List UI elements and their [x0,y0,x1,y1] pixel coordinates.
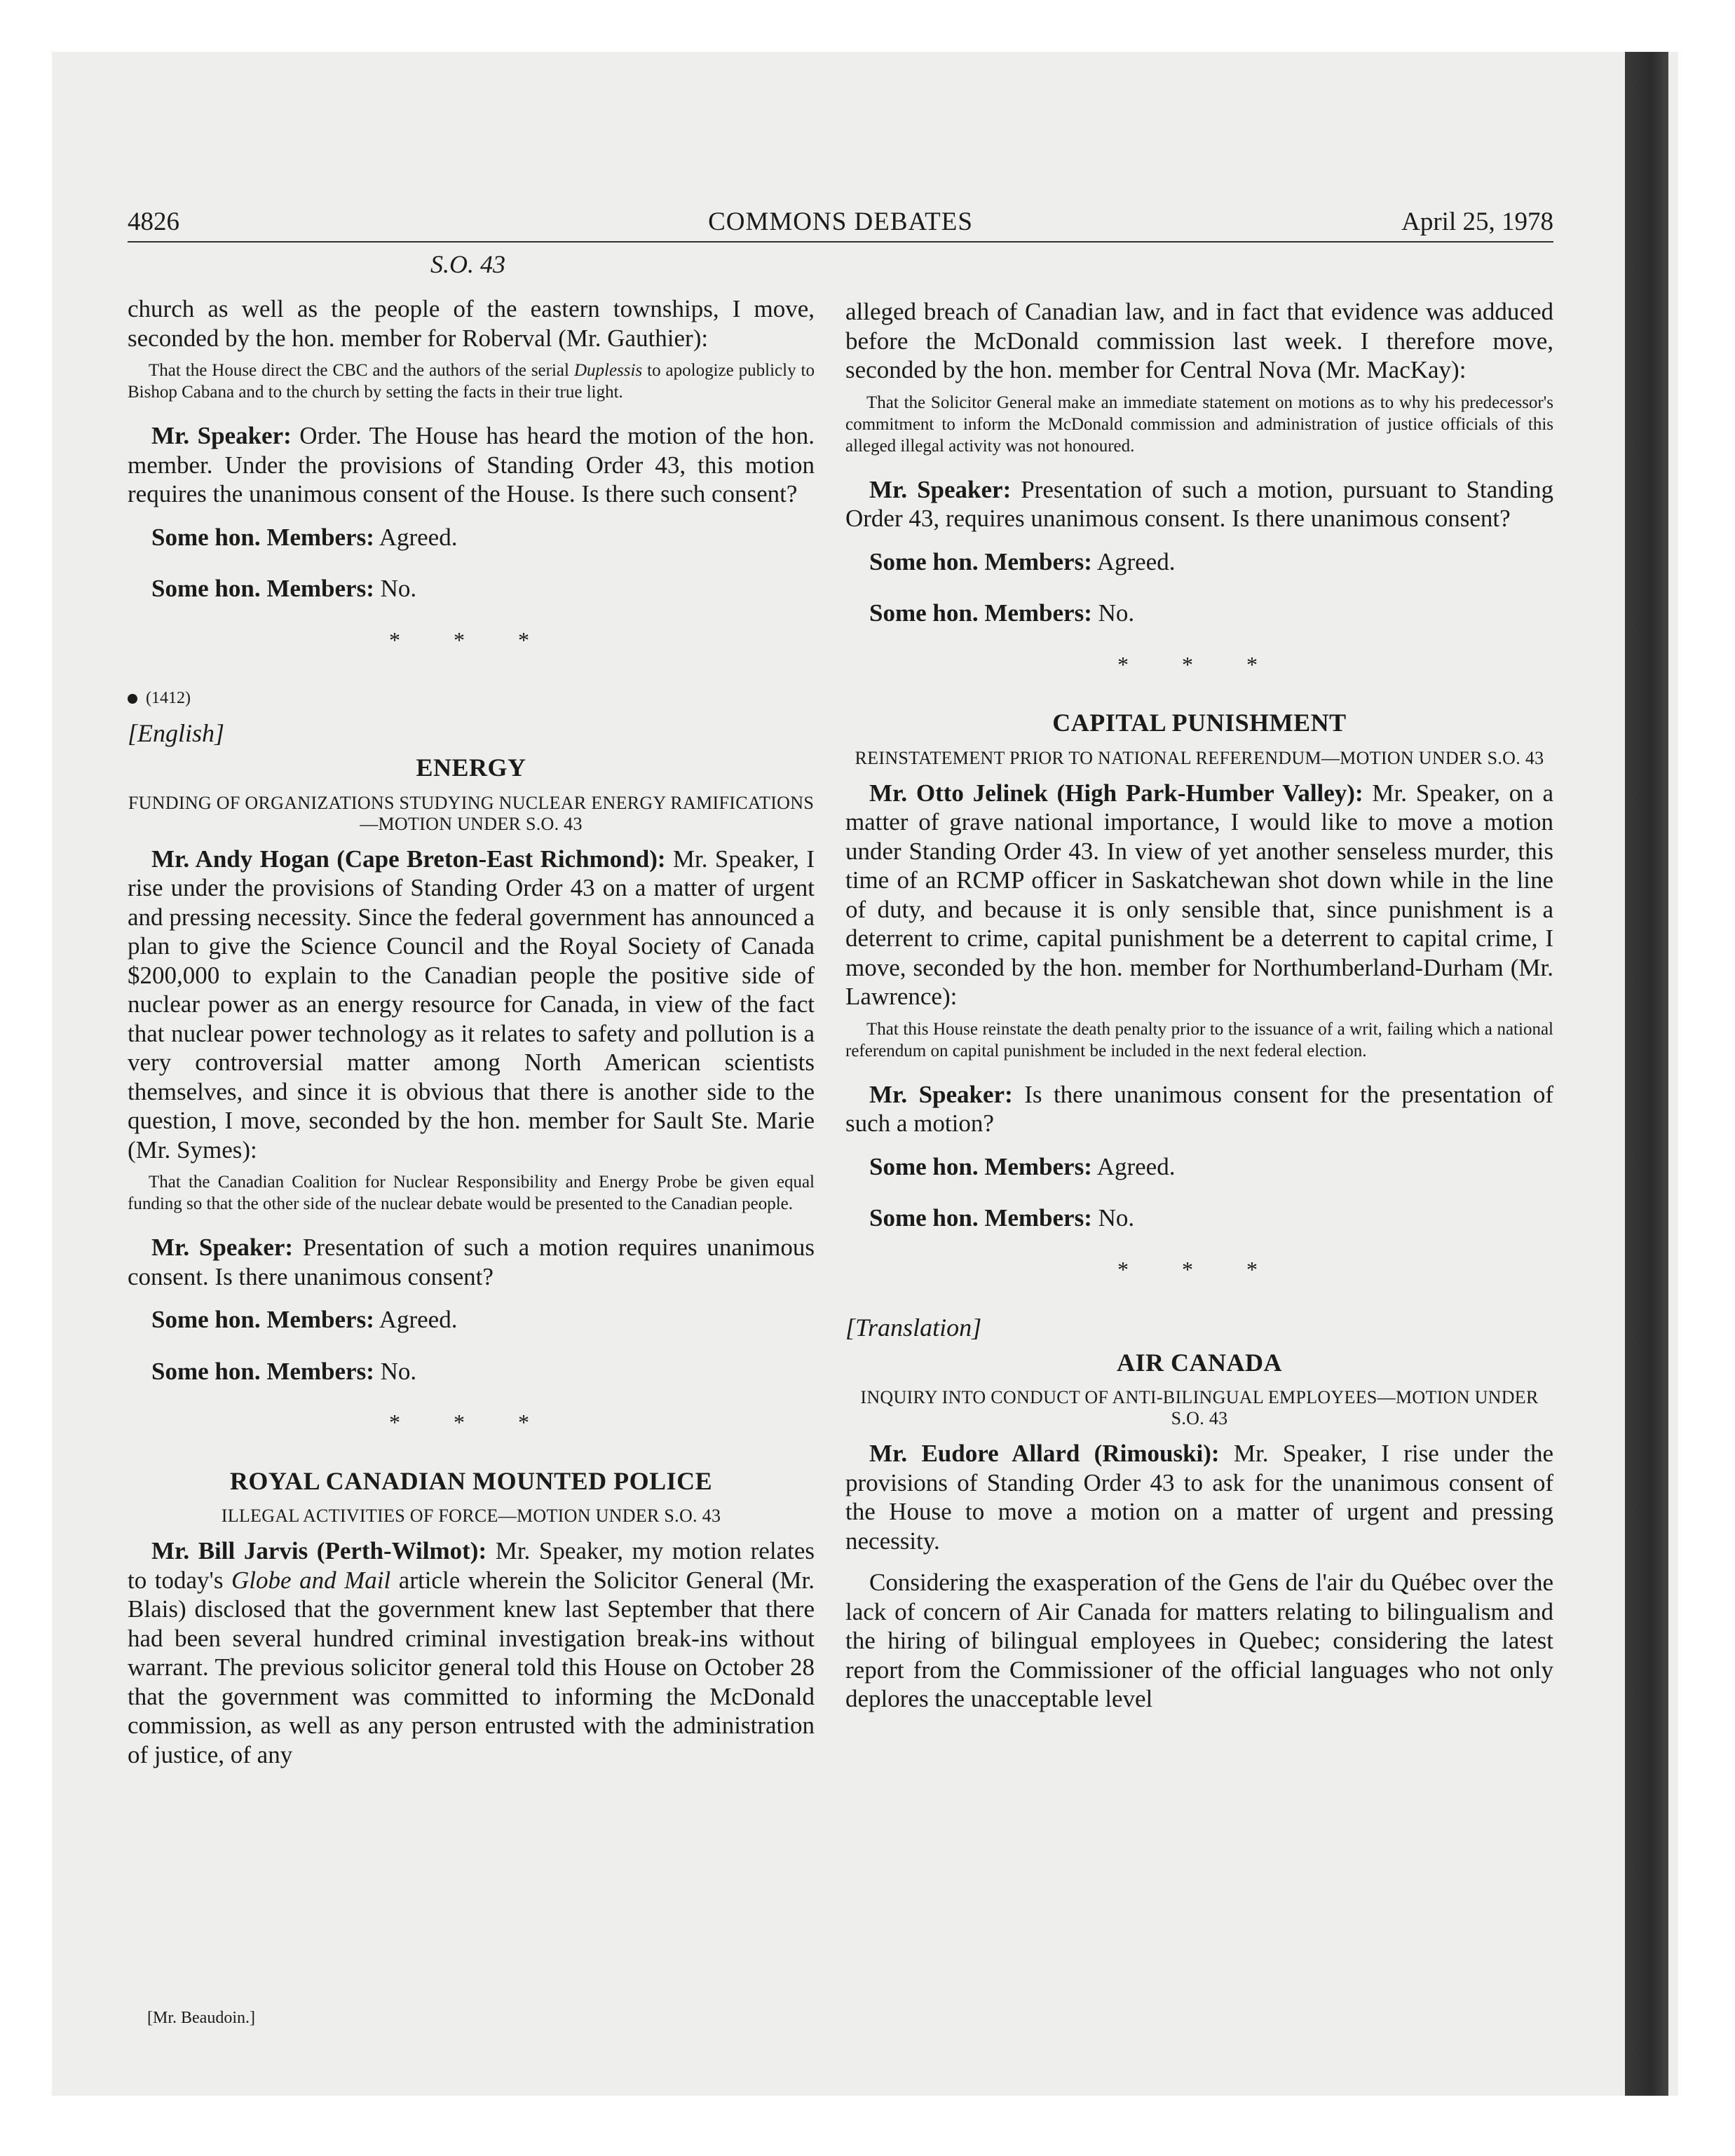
newspaper-title: Globe and Mail [231,1566,391,1594]
section-subheading: FUNDING OF ORGANIZATIONS STUDYING NUCLEAR ENERGY RAMIFICATIONS—MOTION UNDER S.O. 43 [128,792,815,834]
speaker-paragraph [845,1439,1553,1555]
motion-text: That this House reinstate the death penalty prior to the issuance of a writ, failing which a national referendum on capital punishment be included in the next federal election. [845,1019,1553,1060]
speaker-text: Order. The House has heard the motion of the hon. member. Under the provisions of Standing Order 43, this motion requires the unanimous consent of the House. Is there such consent? [128,422,815,507]
interjection [845,1203,1553,1233]
speaker-reference: [Mr. Beaudoin.] [147,2009,255,2027]
speaker-name: Some hon. Members: [151,1357,374,1385]
speaker-name: Some hon. Members: [869,1204,1092,1231]
section-subheading: REINSTATEMENT PRIOR TO NATIONAL REFERENDUM—MOTION UNDER S.O. 43 [855,747,1544,768]
interjection [128,1357,815,1386]
section-subheading: ILLEGAL ACTIVITIES OF FORCE—MOTION UNDER S.O. 43 [221,1506,721,1526]
speaker-name: Mr. Speaker: [151,422,292,449]
section-heading: AIR CANADA [1117,1348,1282,1377]
language-note: [English] [128,718,225,747]
motion-text-part: That the House direct the CBC and the authors of the serial [149,361,574,380]
speaker-name: Mr. Speaker: [869,1080,1013,1108]
standing-order-label: S.O. 43 [430,250,505,278]
speaker-name: Some hon. Members: [869,547,1092,575]
section-separator: * * * [389,1410,553,1435]
speaker-name: Some hon. Members: [151,1306,374,1333]
interjection [845,599,1553,628]
speaker-paragraph [128,1233,815,1291]
section-separator: * * * [389,627,553,653]
motion-text [128,360,815,403]
section-subheading: INQUIRY INTO CONDUCT OF ANTI-BILINGUAL EMPLOYEES—MOTION UNDER S.O. 43 [860,1387,1539,1428]
speaker-paragraph [128,845,815,1165]
language-note: [Translation] [845,1314,982,1342]
speaker-paragraph [845,1080,1553,1138]
speaker-text: Mr. Speaker, I rise under the provisions of Standing Order 43 on a matter of urgent and pressing necessity. Since the federal government has announced a plan to give the Science Council and the Royal Society of Canada $200,000 to explain to the Canadian people the positive side of nuclear power as an energy resource for Canada, in view of the fact that nuclear power technology as it relates to safety and pollution is a very controversial matter among North American scientists themselves, and since it is obvious that there is another side to the question, I move, seconded by the hon. member for Sault Ste. Marie (Mr. Symes): [128,845,815,1164]
interjection [128,574,815,603]
speaker-name: Mr. Bill Jarvis (Perth-Wilmot): [151,1537,487,1564]
speaker-paragraph [845,475,1553,533]
speaker-name: Mr. Otto Jelinek (High Park-Humber Valley): [869,779,1363,807]
speaker-text: Agreed. [374,523,458,551]
interjection [845,1152,1553,1182]
speaker-text: Mr. Speaker, my motion relates to today's [128,1537,815,1594]
motion-text-part: to apologize publicly to Bishop Cabana and to the church by setting the facts in their true light. [128,361,815,402]
time-marker [128,684,815,714]
scan-binding-edge [1625,52,1668,2096]
speaker-text: article wherein the Solicitor General (Mr. Blais) disclosed that the government knew last September that there had been several hundred criminal investigation break-ins without warrant. The previous solicitor general told this House on October 28 that the government was committed to informing the McDonald commission, as well as any person entrusted with the administration of justice, of any [128,1566,815,1768]
speaker-text: Mr. Speaker, I rise under the provisions of Standing Order 43 to ask for the unanimous consent of the House to move a motion on a matter of urgent and pressing necessity. [845,1440,1553,1555]
speaker-name: Some hon. Members: [151,575,374,602]
speaker-name: Some hon. Members: [151,523,374,551]
speaker-text: No. [1091,1204,1135,1231]
interjection [128,1305,815,1335]
interjection [128,523,815,552]
motion-text: That the Solicitor General make an immediate statement on motions as to why his predecessor's commitment to inform the McDonald commission and administration of justice officials of this alleged illegal activity was not honoured. [845,393,1553,456]
speaker-name: Some hon. Members: [869,1152,1092,1180]
time-marker-text: (1412) [146,689,191,707]
interjection [845,547,1553,577]
speaker-text: Agreed. [1091,1152,1176,1180]
paragraph: church as well as the people of the eastern townships, I move, seconded by the hon. member for Roberval (Mr. Gauthier): [128,295,815,352]
speaker-name: Some hon. Members: [869,599,1092,627]
speaker-text: Presentation of such a motion, pursuant to Standing Order 43, requires unanimous consent. Is there unanimous consent? [845,475,1553,532]
speaker-text: Is there unanimous consent for the presentation of such a motion? [845,1080,1553,1137]
speaker-name: Mr. Andy Hogan (Cape Breton-East Richmond): [151,845,666,873]
journal-title: COMMONS DEBATES [708,207,973,236]
speaker-name: Mr. Speaker: [151,1234,294,1261]
section-heading: CAPITAL PUNISHMENT [1052,709,1347,737]
speaker-paragraph [128,421,815,509]
speaker-text: No. [1091,599,1135,627]
section-heading: ROYAL CANADIAN MOUNTED POLICE [229,1466,713,1495]
section-separator: * * * [1117,1256,1281,1282]
speaker-text: No. [374,575,417,602]
page-number: 4826 [128,207,179,236]
speaker-name: Mr. Eudore Allard (Rimouski): [869,1440,1220,1467]
paragraph: alleged breach of Canadian law, and in fact that evidence was adduced before the McDonald commission last week. I therefore move, seconded by the hon. member for Central Nova (Mr. MacKay): [845,298,1553,383]
serial-title: Duplessis [573,361,643,380]
motion-text: That the Canadian Coalition for Nuclear Responsibility and Energy Probe be given equal funding so that the other side of the nuclear debate would be presented to the Canadian people. [128,1173,815,1213]
section-heading: ENERGY [416,753,526,782]
running-header [128,202,1553,243]
speaker-text: No. [374,1357,417,1385]
speaker-text: Mr. Speaker, on a matter of grave national importance, I would like to move a motion under Standing Order 43. In view of yet another senseless murder, this time of an RCMP officer in Saskatchewan shot down while in the line of duty, and because it is only sensible that, since punishment is a deterrent to crime, capital punishment be a deterrent to capital crime, I move, seconded by the hon. member for Northumberland-Durham (Mr. Lawrence): [845,779,1553,1010]
speaker-text: Agreed. [374,1306,458,1333]
speaker-name: Mr. Speaker: [869,475,1012,503]
paragraph: Considering the exasperation of the Gens de l'air du Québec over the lack of concern of Air Canada for matters relating to bilingualism and the hiring of bilingual employees in Quebec; considering the latest report from the Commissioner of the official languages who not only deplores the unacceptable level [845,1569,1553,1712]
section-separator: * * * [1117,651,1281,677]
speaker-text: Presentation of such a motion requires unanimous consent. Is there unanimous consent? [128,1234,815,1290]
speaker-paragraph [128,1536,815,1769]
left-column [128,294,815,1769]
page-date: April 25, 1978 [1401,207,1553,236]
right-column [845,297,1553,1714]
bullet-icon [128,694,137,704]
speaker-paragraph [845,779,1553,1011]
speaker-text: Agreed. [1091,547,1176,575]
